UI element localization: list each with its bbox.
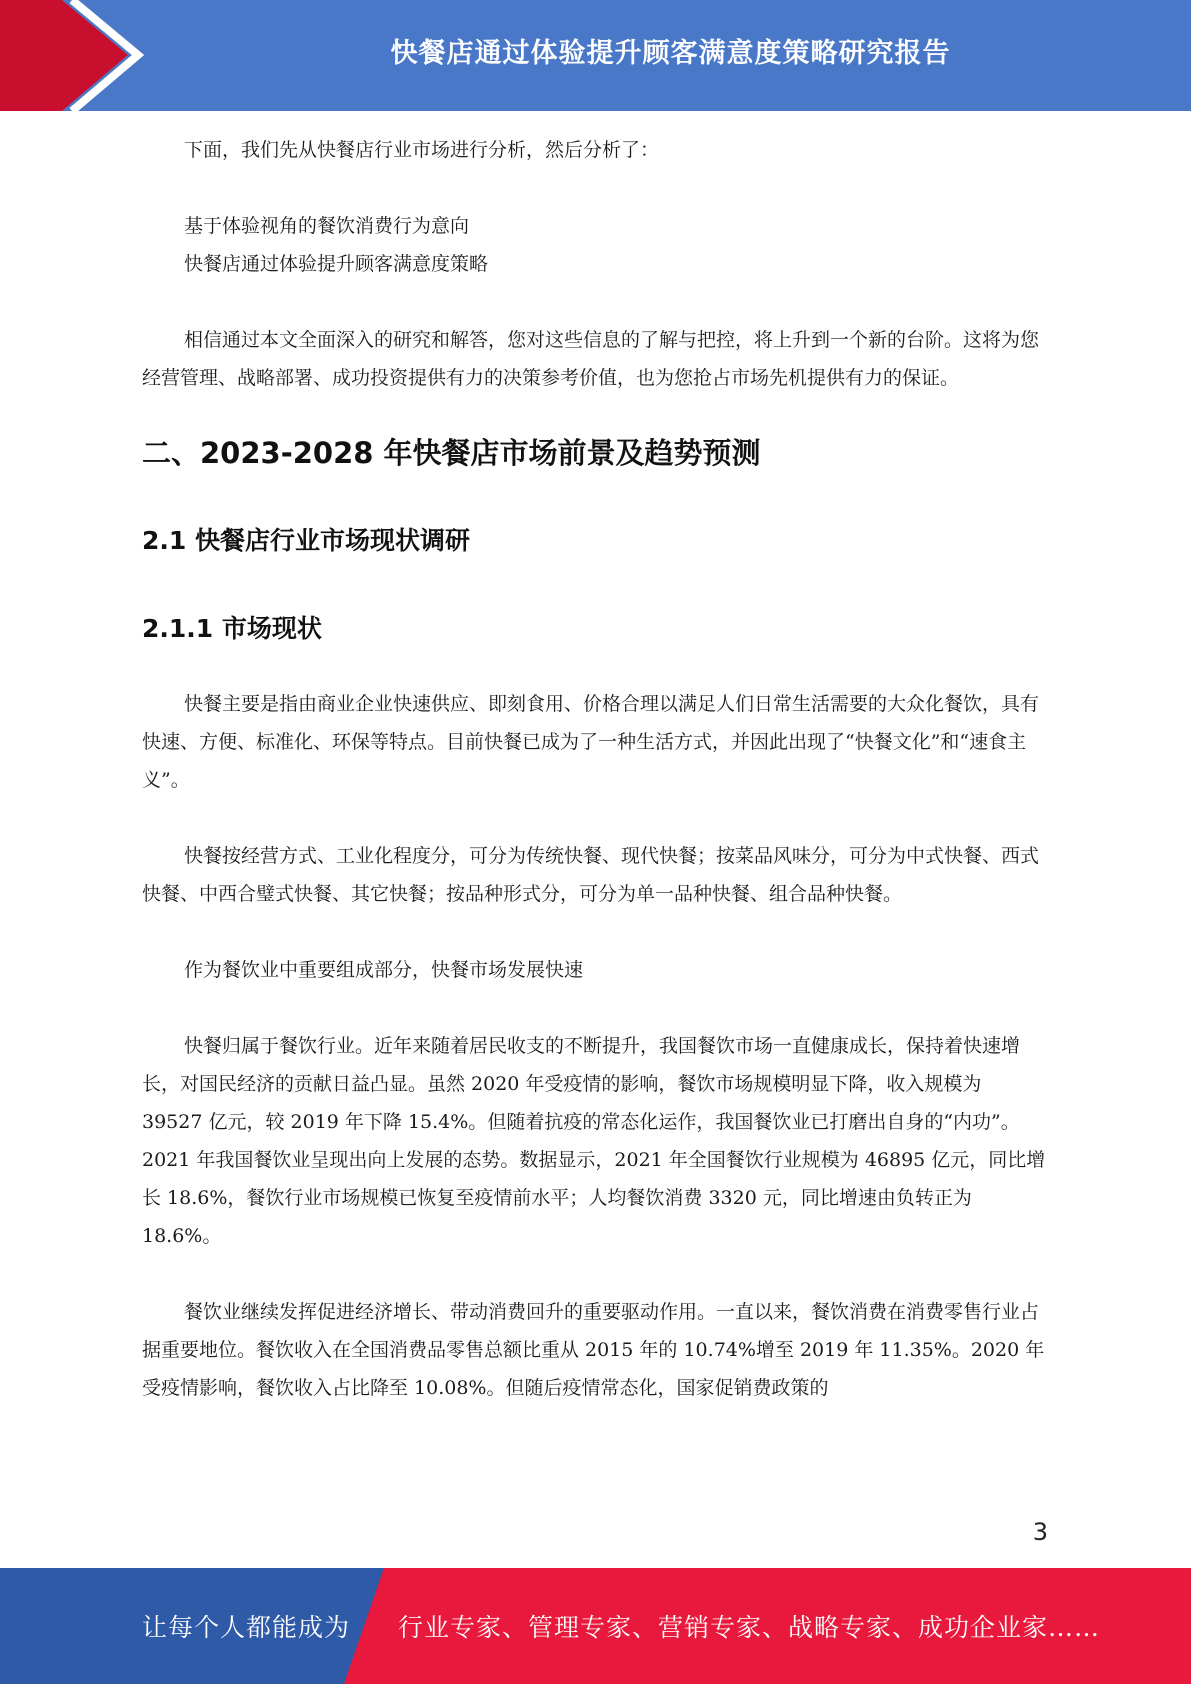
subsection-heading: 2.1 快餐店行业市场现状调研 <box>142 526 470 555</box>
footer-slogan-right: 行业专家、管理专家、营销专家、战略专家、成功企业家…… <box>398 1613 1101 1642</box>
body-paragraph: 快餐按经营方式、工业化程度分，可分为传统快餐、现代快餐；按菜品风味分，可分为中式快餐、西式快餐、中西合璧式快餐、其它快餐；按品种形式分，可分为单一品种快餐、组合品种快餐。 <box>142 845 1040 905</box>
report-title: 快餐店通过体验提升顾客满意度策略研究报告 <box>390 37 951 69</box>
body-paragraph: 快餐归属于餐饮行业。近年来随着居民收支的不断提升，我国餐饮市场一直健康成长，保持着快速增长，对国民经济的贡献日益凸显。虽然 2020 年受疫情的影响，餐饮市场规模明显下降，收入规模为 39527 亿元，较 2019 年下降 15.4%。但随着抗疫的常态化运作，我国餐饮业已打磨出自身的“内功”。2021 年我国餐饮业呈现出向上发展的态势。数据显示，2021 年全国餐饮行业规模为 46895 亿元，同比增长 18.6%，餐饮行业市场规模已恢复至疫情前水平；人均餐饮消费 3320 元，同比增速由负转正为 18.6%。 <box>142 1035 1046 1247</box>
section-heading: 二、2023-2028 年快餐店市场前景及趋势预测 <box>142 436 761 470</box>
body-paragraph: 餐饮业继续发挥促进经济增长、带动消费回升的重要驱动作用。一直以来，餐饮消费在消费零售行业占据重要地位。餐饮收入在全国消费品零售总额比重从 2015 年的 10.74%增至 2019 年 11.35%。2020 年受疫情影响，餐饮收入占比降至 10.08%。但随后疫情常态化，国家促销费政策的 <box>142 1301 1045 1399</box>
chevron-red-shape <box>0 0 128 111</box>
page-number: 3 <box>1032 1518 1048 1546</box>
page-header <box>0 0 1191 111</box>
body-paragraph: 快餐主要是指由商业企业快速供应、即刻食用、价格合理以满足人们日常生活需要的大众化餐饮，具有快速、方便、标准化、环保等特点。目前快餐已成为了一种生活方式，并因此出现了“快餐文化”和“速食主义”。 <box>142 693 1040 791</box>
body-paragraph: 作为餐饮业中重要组成部分，快餐市场发展快速 <box>184 959 584 981</box>
list-item: 快餐店通过体验提升顾客满意度策略 <box>184 253 489 275</box>
intro-paragraph: 下面，我们先从快餐店行业市场进行分析，然后分析了： <box>184 139 660 161</box>
subsubsection-heading: 2.1.1 市场现状 <box>142 614 322 643</box>
list-item: 基于体验视角的餐饮消费行为意向 <box>184 215 470 237</box>
conclusion-paragraph: 相信通过本文全面深入的研究和解答，您对这些信息的了解与把控，将上升到一个新的台阶。这将为您经营管理、战略部署、成功投资提供有力的决策参考价值，也为您抢占市场先机提供有力的保证。 <box>142 329 1040 389</box>
footer-slogan-left: 让每个人都能成为 <box>142 1613 351 1642</box>
document-body <box>142 131 1047 1407</box>
header-chevron-icon <box>0 0 160 111</box>
page-footer <box>0 1568 1191 1684</box>
